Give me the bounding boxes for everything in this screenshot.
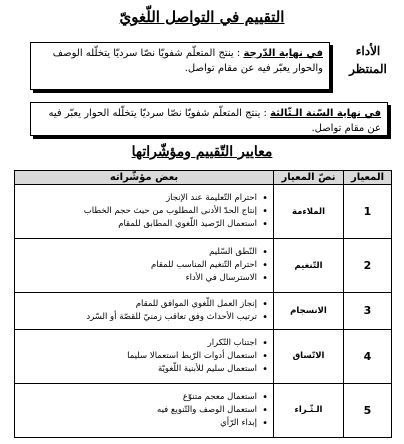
indicator-item: • احترام التّعليمة عند الإنجاز: [17, 192, 257, 205]
criterion-name: الانسجام: [274, 293, 344, 330]
indicator-item: • إنجاز العمل اللّغوي الموافق للمقام: [17, 298, 257, 311]
end-of-grade-box: [30, 42, 330, 90]
end-of-grade-label: في نهاية الدّرجة: [243, 48, 323, 59]
indicator-item: • اجتناب التّكرار: [17, 337, 257, 350]
table-row: [15, 293, 392, 330]
end-of-year-label: في نهاية السّنة الـثّالثة: [270, 108, 381, 119]
criterion-number: 5: [344, 383, 392, 437]
criteria-table: [14, 170, 392, 438]
indicator-item: • النّطق السّليم: [17, 246, 257, 259]
table-row: [15, 239, 392, 293]
criterion-indicators: [15, 329, 274, 383]
criterion-indicators: [15, 239, 274, 293]
criterion-name: الـثّـراء: [274, 383, 344, 437]
indicator-item: • استعمال الرّصيد اللّغوي المطابق للمقام: [17, 218, 257, 231]
criterion-name: التّنغيم: [274, 239, 344, 293]
indicator-item: • استعمال أدوات الرّبط استعمالا سليما: [17, 350, 257, 363]
criterion-number: 2: [344, 239, 392, 293]
table-row: [15, 329, 392, 383]
criterion-indicators: [15, 185, 274, 239]
header-criterion-text: نصّ المعيار: [274, 171, 344, 185]
header-criterion: المعيار: [344, 171, 392, 185]
indicator-item: • إنتاج الحدّ الأدنى المطلوب من حيث حجم الخطاب: [17, 205, 257, 218]
indicator-item: • استعمال سليم للأبنية اللّغويّة: [17, 363, 257, 376]
criterion-number: 1: [344, 185, 392, 239]
indicator-item: • احترام التّنغيم المناسب للمقام: [17, 259, 257, 272]
criterion-name: الملاءمة: [274, 185, 344, 239]
criterion-indicators: [15, 293, 274, 330]
table-row: [15, 185, 392, 239]
criterion-indicators: [15, 383, 274, 437]
header-indicators: بعض مؤشّراته: [15, 171, 274, 185]
indicator-item: • استعمال الوصف والتّنويع فيه: [17, 404, 257, 417]
criterion-name: الاتّساق: [274, 329, 344, 383]
expected-performance-label: الأداء المنتظر: [349, 44, 387, 76]
indicator-item: • ترتيب الأحداث وفق تعاقب زمنيّ للقصّة أو السّرد: [17, 311, 257, 324]
indicator-item: • استعمال معجم متنوّع: [17, 391, 257, 404]
end-of-grade-text: : ينتج المتعلّم شفويّا نصّا سرديّا يتخلّله الوصف والحوار يعبّر فيه عن مقام تواصل.: [52, 48, 323, 74]
end-of-year-box: [30, 102, 388, 136]
table-row: [15, 383, 392, 437]
end-of-year-text: : ينتج المتعلّم شفويّا نصّا سرديّا يتخلّله الحوار يعبّر فيه عن مقام تواصل.: [48, 108, 381, 134]
indicator-item: • الاسترسال في الأداء: [17, 272, 257, 285]
criterion-number: 4: [344, 329, 392, 383]
page-title: التقييم في التواصل اللّغويّ: [119, 8, 285, 26]
indicator-item: • إبداء الرّأي: [17, 417, 257, 430]
criteria-subtitle: معايير التّقييم ومؤشّراتها: [131, 144, 273, 160]
table-header-row: [15, 171, 392, 185]
criterion-number: 3: [344, 293, 392, 330]
